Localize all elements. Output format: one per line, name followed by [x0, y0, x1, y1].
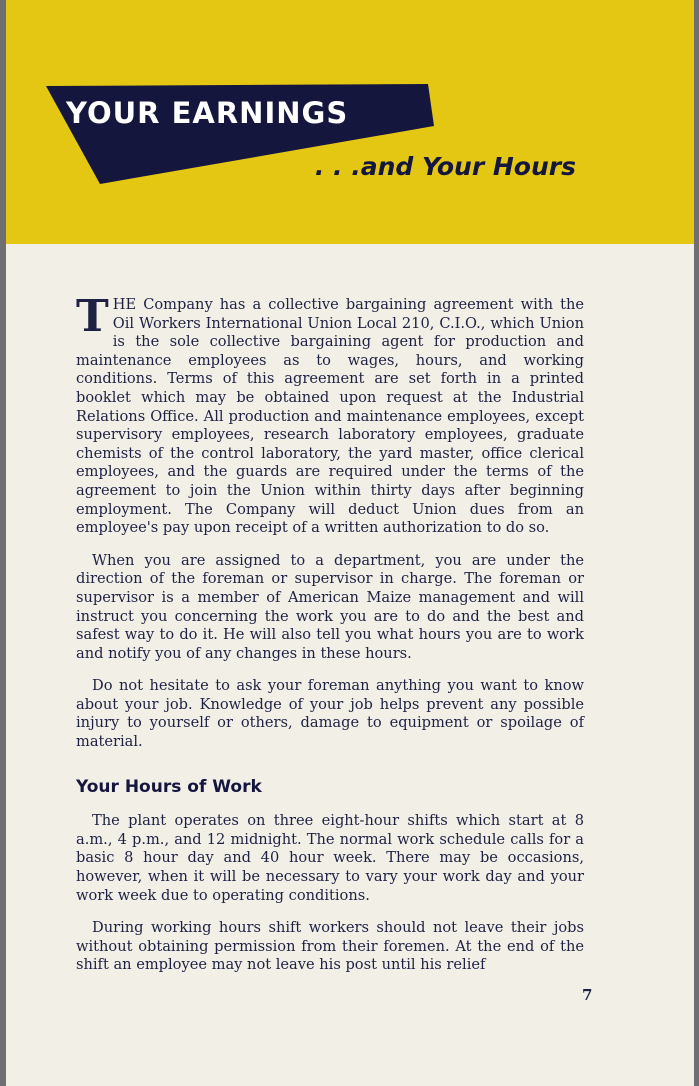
- paragraph-ask-foreman: Do not hesitate to ask your foreman anything you want to know about your job. Knowledge of your job helps prevent any possible injury to yourself or others, damage to equipment or spoilage of material.: [76, 677, 584, 751]
- section-heading: Your Hours of Work: [76, 776, 262, 797]
- drop-cap: T: [76, 291, 109, 342]
- paragraph-working-hours: During working hours shift workers should not leave their jobs without obtaining permission from their foremen. At the end of the shift an employee may not leave his post until his relief: [76, 919, 584, 974]
- body-text: [76, 291, 584, 989]
- booklet-page: [6, 0, 694, 1086]
- intro-text: HE Company has a collective bargaining agreement with the Oil Workers International Union Local 210, C.I.O., which Union is the sole collective bargaining agent for production and maintenance employees as to wages, hours, and working conditions. Terms of this agreement are set forth in a printed booklet which may be obtained upon request at the Industrial Relations Office. All production and maintenance employees, except supervisory employees, research laboratory employees, graduate chemists of the control laboratory, the yard master, office clerical employees, and the guards are required under the terms of the agreement to join the Union within thirty days after beginning employment. The Company will deduct Union dues from an employee's pay upon receipt of a written authorization to do so.: [76, 296, 584, 537]
- page-number: 7: [582, 986, 593, 1004]
- paragraph-shifts: The plant operates on three eight-hour shifts which start at 8 a.m., 4 p.m., and 12 midnight. The normal work schedule calls for a basic 8 hour day and 40 hour week. There may be occasions, however, when it will be necessary to vary your work day and your work week due to operating conditions.: [76, 812, 584, 904]
- intro-paragraph: [76, 291, 584, 538]
- page-subtitle: . . .and Your Hours: [314, 152, 576, 181]
- page-title: YOUR EARNINGS: [66, 96, 349, 130]
- paragraph-supervision: When you are assigned to a department, you are under the direction of the foreman or supervisor in charge. The foreman or supervisor is a member of American Maize management and will instruct you concerning the work you are to do and the best and safest way to do it. He will also tell you what hours you are to work and notify you of any changes in these hours.: [76, 551, 584, 662]
